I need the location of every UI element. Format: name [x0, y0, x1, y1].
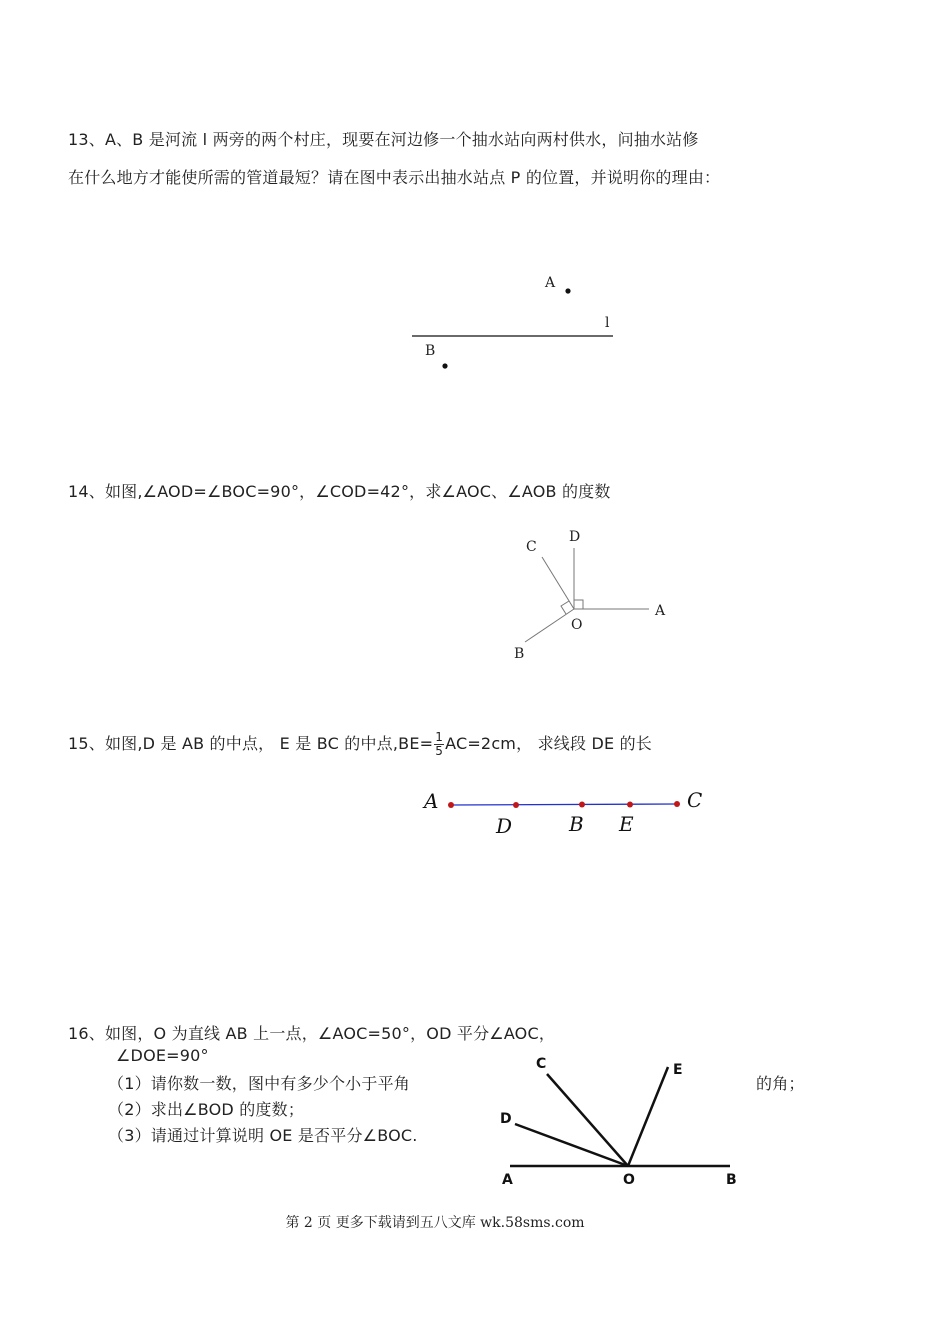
q15-text-after: AC=2cm， 求线段 DE 的长: [445, 734, 652, 753]
page-footer: 第 2 页 更多下载请到五八文库 wk.58sms.com: [285, 1215, 585, 1231]
q16-item-3: （3）请通过计算说明 OE 是否平分∠BOC.: [108, 1126, 418, 1145]
q14-label-o: O: [571, 617, 583, 633]
q15-segment-ac: [451, 804, 677, 805]
q16-item-2: （2）求出∠BOD 的度数；: [108, 1100, 305, 1119]
q14-figure: [505, 520, 680, 670]
q14-right-angle-aod: [574, 600, 583, 609]
q14-text: 14、如图,∠AOD=∠BOC=90°，∠COD=42°，求∠AOC、∠AOB 的度数: [68, 482, 611, 501]
q13-label-l: l: [605, 315, 610, 331]
q15-fraction-denominator: 5: [435, 744, 444, 758]
q14-label-a: A: [655, 603, 666, 619]
q13-label-a: A: [545, 275, 556, 291]
q16-label-o: O: [623, 1172, 635, 1188]
q16-label-e: E: [673, 1062, 683, 1078]
q15-figure: [415, 785, 715, 840]
q13-point-a: [565, 288, 570, 293]
q14-label-d: D: [569, 529, 581, 545]
q15-point-c: [674, 801, 680, 807]
q16-line-2: ∠DOE=90°: [116, 1046, 209, 1065]
q15-fraction: [434, 731, 444, 758]
q15-point-d: [513, 802, 519, 808]
q15-point-e: [627, 802, 633, 808]
q16-figure: [490, 1050, 750, 1195]
q15-label-e: E: [619, 812, 634, 836]
q13-point-b: [442, 363, 447, 368]
q13-label-b: B: [425, 343, 436, 359]
q15-label-c: C: [687, 788, 703, 812]
q15-label-b: B: [569, 812, 584, 836]
q16-label-c: C: [536, 1056, 547, 1072]
q13-line-2: 在什么地方才能使所需的管道最短？请在图中表示出抽水站点 P 的位置，并说明你的理由：: [68, 168, 721, 187]
q16-ray-oe: [628, 1067, 668, 1166]
q14-label-c: C: [526, 539, 537, 555]
q15-text-before: 15、如图,D 是 AB 的中点， E 是 BC 的中点,BE=: [68, 734, 434, 753]
q15-text: [68, 731, 652, 758]
q15-label-d: D: [496, 814, 513, 838]
q16-line-1: 16、如图，O 为直线 AB 上一点，∠AOC=50°，OD 平分∠AOC，: [68, 1024, 556, 1043]
q15-label-a: A: [424, 789, 439, 813]
q16-label-a: A: [502, 1172, 513, 1188]
q13-line-1: 13、A、B 是河流 l 两旁的两个村庄，现要在河边修一个抽水站向两村供水，问抽水站修: [68, 130, 699, 149]
q16-item-1-end: 的角；: [756, 1074, 805, 1093]
q15-point-b: [579, 802, 585, 808]
q15-point-a: [448, 802, 454, 808]
q16-label-d: D: [500, 1111, 512, 1127]
q14-ray-oc: [542, 557, 574, 609]
q15-fraction-numerator: 1: [435, 730, 444, 744]
q14-label-b: B: [514, 646, 525, 662]
q16-label-b: B: [726, 1172, 737, 1188]
q14-ray-ob: [525, 609, 574, 642]
q16-item-1: （1）请你数一数，图中有多少个小于平角: [108, 1074, 410, 1093]
q14-right-angle-boc: [561, 601, 569, 614]
q13-figure: [400, 260, 640, 380]
